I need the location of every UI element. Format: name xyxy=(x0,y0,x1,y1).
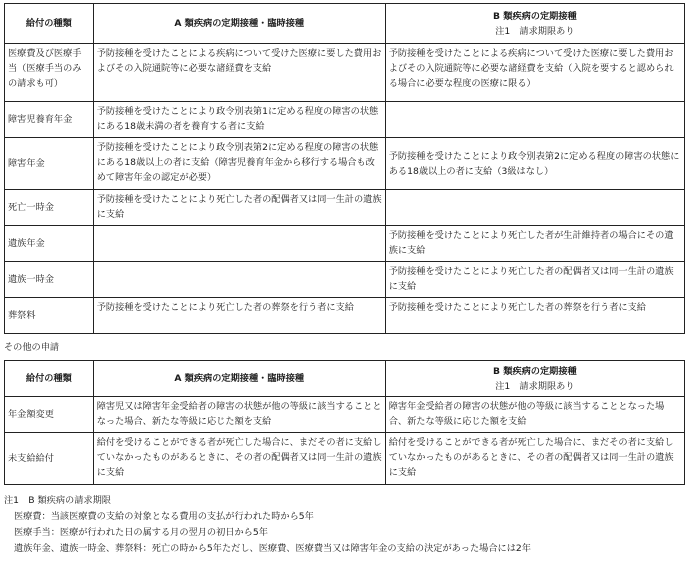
cell-b: 予防接種を受けたことにより政令別表第2に定める程度の障害の状態にある18歳以上の者に支給（3級はなし） xyxy=(385,138,684,190)
header-a-type: A 類疾病の定期接種・臨時接種 xyxy=(93,361,385,397)
cell-a xyxy=(93,226,385,262)
header-b-note: 注1 請求期限あり xyxy=(495,380,575,392)
document xyxy=(4,3,685,557)
cell-b: 予防接種を受けたことにより死亡した者の葬祭を行う者に支給 xyxy=(385,298,684,334)
cell-b: 予防接種を受けたことにより死亡した者が生計維持者の場合にその遺族に支給 xyxy=(385,226,684,262)
cell-b xyxy=(385,190,684,226)
row-label: 遺族年金 xyxy=(5,226,94,262)
header-b-type xyxy=(385,361,684,397)
header-b-title: B 類疾病の定期接種 xyxy=(493,365,577,377)
table-row xyxy=(5,262,685,298)
header-a-type: A 類疾病の定期接種・臨時接種 xyxy=(93,4,385,44)
cell-b: 予防接種を受けたことにより死亡した者の配偶者又は同一生計の遺族に支給 xyxy=(385,262,684,298)
cell-a: 給付を受けることができる者が死亡した場合に、まだその者に支給していなかったものがあるときに、その者の配偶者又は同一生計の遺族に支給 xyxy=(93,433,385,485)
header-benefit-type: 給付の種類 xyxy=(5,361,94,397)
row-label: 死亡一時金 xyxy=(5,190,94,226)
note-line: 医療費：当該医療費の支給の対象となる費用の支払が行われた時から5年 xyxy=(14,511,314,522)
row-label: 障害年金 xyxy=(5,138,94,190)
row-label: 葬祭料 xyxy=(5,298,94,334)
table-header-row xyxy=(5,361,685,397)
cell-a: 予防接種を受けたことにより死亡した者の配偶者又は同一生計の遺族に支給 xyxy=(93,190,385,226)
table-row xyxy=(5,138,685,190)
notes-heading: 注1 B 類疾病の請求期限 xyxy=(4,495,111,506)
cell-a: 予防接種を受けたことにより政令別表第1に定める程度の障害の状態にある18歳未満の者を養育する者に支給 xyxy=(93,102,385,138)
benefits-table xyxy=(4,3,685,334)
row-label: 未支給給付 xyxy=(5,433,94,485)
header-benefit-type: 給付の種類 xyxy=(5,4,94,44)
row-label: 年金額変更 xyxy=(5,397,94,433)
cell-a: 予防接種を受けたことにより政令別表第2に定める程度の障害の状態にある18歳以上の者に支給（障害児養育年金から移行する場合も改めて障害年金の認定が必要） xyxy=(93,138,385,190)
table-header-row xyxy=(5,4,685,44)
cell-a xyxy=(93,262,385,298)
table-row xyxy=(5,433,685,485)
table-row xyxy=(5,226,685,262)
table-row xyxy=(5,190,685,226)
row-label: 障害児養育年金 xyxy=(5,102,94,138)
table-row xyxy=(5,102,685,138)
other-applications-table xyxy=(4,360,685,485)
note-line: 遺族年金、遺族一時金、葬祭料：死亡の時から5年ただし、医療費、医療費当又は障害年金の支給の決定があった場合には2年 xyxy=(14,543,531,554)
header-b-note: 注1 請求期限あり xyxy=(495,25,575,37)
table-row xyxy=(5,298,685,334)
cell-b: 給付を受けることができる者が死亡した場合に、まだその者に支給していなかったものがあるときに、その者の配偶者又は同一生計の遺族に支給 xyxy=(385,433,684,485)
cell-b xyxy=(385,102,684,138)
cell-b: 予防接種を受けたことによる疾病について受けた医療に要した費用およびその入院通院等に必要な諸経費を支給（入院を要すると認められる場合に必要な程度の医療に限る） xyxy=(385,44,684,102)
section-title-other-applications: その他の申請 xyxy=(4,342,60,353)
row-label: 遺族一時金 xyxy=(5,262,94,298)
cell-a: 障害児又は障害年金受給者の障害の状態が他の等級に該当することとなった場合、新たな等級に応じた額を支給 xyxy=(93,397,385,433)
table-row xyxy=(5,397,685,433)
header-b-title: B 類疾病の定期接種 xyxy=(493,10,577,22)
cell-a: 予防接種を受けたことによる疾病について受けた医療に要した費用およびその入院通院等に必要な諸経費を支給 xyxy=(93,44,385,102)
cell-b: 障害年金受給者の障害の状態が他の等級に該当することとなった場合、新たな等級に応じた額を支給 xyxy=(385,397,684,433)
row-label: 医療費及び医療手当（医療手当のみの請求も可） xyxy=(5,44,94,102)
table-row xyxy=(5,44,685,102)
cell-a: 予防接種を受けたことにより死亡した者の葬祭を行う者に支給 xyxy=(93,298,385,334)
note-line: 医療手当：医療が行われた日の属する月の翌月の初日から5年 xyxy=(14,527,268,538)
header-b-type xyxy=(385,4,684,44)
notes xyxy=(4,493,685,557)
